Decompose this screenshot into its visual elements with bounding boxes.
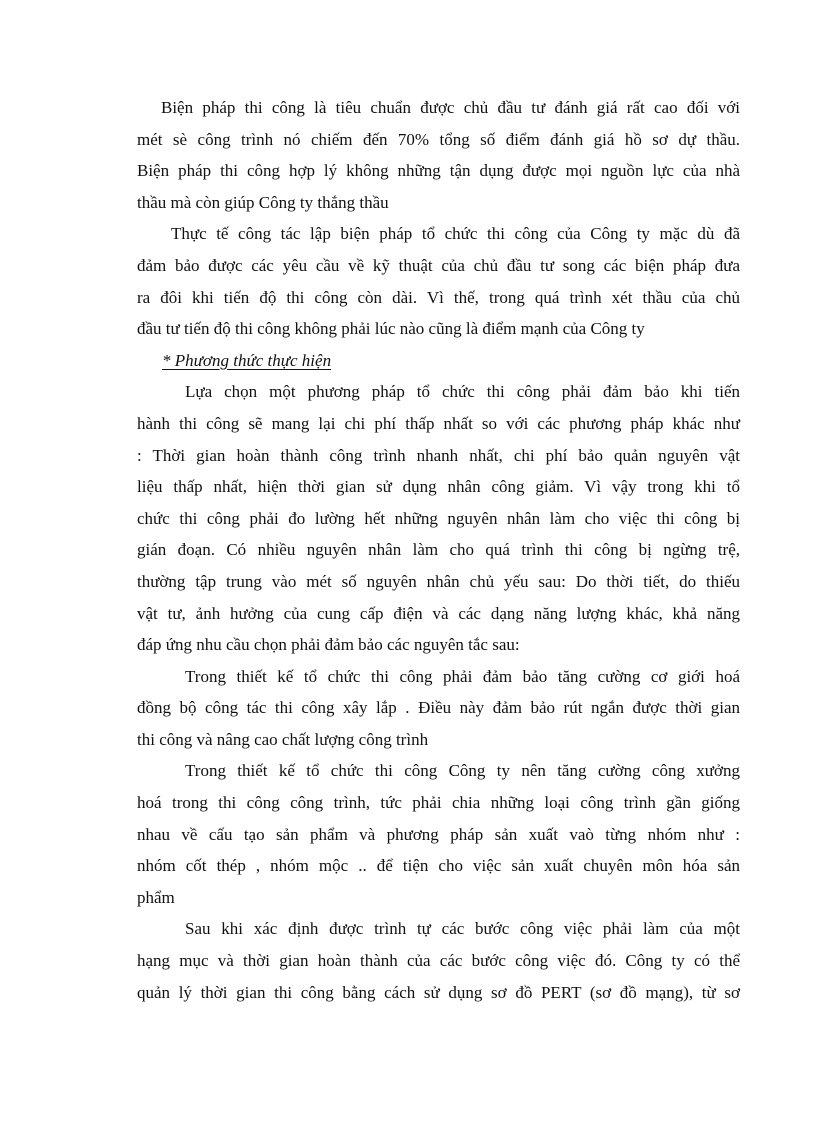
text-line: hành thi công sẽ mang lại chi phí thấp nhất so với các phương pháp khác như (137, 413, 740, 433)
text-line: Trong thiết kế tổ chức thi công Công ty nên tăng cường công xưởng (185, 761, 740, 781)
text-line: Lựa chọn một phương pháp tổ chức thi công phải đảm bảo khi tiến (185, 382, 740, 402)
text-line: : Thời gian hoàn thành công trình nhanh nhất, chi phí bảo quản nguyên vật (137, 445, 740, 465)
text-line: chức thi công phải đo lường hết những nguyên nhân làm cho việc thi công bị (137, 508, 740, 528)
text-line: đáp ứng nhu cầu chọn phải đảm bảo các nguyên tắc sau: (137, 635, 520, 655)
section-heading: * Phương thức thực hiện (162, 350, 332, 370)
text-line: Thực tế công tác lập biện pháp tổ chức thi công của Công ty mặc dù đã (171, 224, 740, 244)
text-line: nhóm cốt thép , nhóm mộc .. để tiện cho việc sản xuất chuyên môn hóa sản (137, 856, 740, 876)
text-line: Sau khi xác định được trình tự các bước công việc phải làm của một (185, 919, 740, 939)
text-line: đảm bảo được các yêu cầu về kỹ thuật của chủ đầu tư song các biện pháp đưa (137, 255, 740, 275)
text-line: Biện pháp thi công là tiêu chuẩn được chủ đầu tư đánh giá rất cao đối với (161, 98, 740, 117)
text-line: Biện pháp thi công hợp lý không những tận dụng được mọi nguồn lực của nhà (137, 161, 740, 181)
text-line: thi công và nâng cao chất lượng công trình (137, 729, 429, 749)
text-line: đầu tư tiến độ thi công không phải lúc nào cũng là điểm mạnh của Công ty (137, 319, 645, 339)
document-body (137, 92, 740, 1008)
text-line: đồng bộ công tác thi công xây lắp . Điều này đảm bảo rút ngắn được thời gian (137, 698, 740, 718)
text-line: quản lý thời gian thi công bằng cách sử dụng sơ đồ PERT (sơ đồ mạng), từ sơ (137, 982, 740, 1002)
text-line: hoá trong thi công công trình, tức phải chia những loại công trình gần giống (137, 793, 740, 813)
text-line: thường tập trung vào mét số nguyên nhân chủ yếu sau: Do thời tiết, do thiếu (137, 571, 740, 591)
text-line: Trong thiết kế tổ chức thi công phải đảm bảo tăng cường cơ giới hoá (185, 666, 740, 686)
text-line: hạng mục và thời gian hoàn thành của các bước công việc đó. Công ty có thể (137, 951, 740, 971)
text-line: liệu thấp nhất, hiện thời gian sử dụng nhân công giảm. Vì vậy trong khi tổ (137, 477, 740, 497)
text-line: nhau về cấu tạo sản phẩm và phương pháp sản xuất vaò từng nhóm như : (137, 824, 740, 844)
text-line: ra đôi khi tiến độ thi công còn dài. Vì thế, trong quá trình xét thầu của chủ (137, 287, 740, 307)
text-line: gián đoạn. Có nhiều nguyên nhân làm cho quá trình thi công bị ngừng trệ, (137, 540, 740, 560)
text-line: vật tư, ảnh hưởng của cung cấp điện và các dạng năng lượng khác, khả năng (137, 603, 740, 623)
text-line: mét sè công trình nó chiếm đến 70% tổng số điểm đánh giá hồ sơ dự thầu. (137, 129, 740, 149)
text-line: phẩm (137, 887, 175, 907)
text-line: thầu mà còn giúp Công ty thắng thầu (137, 192, 389, 212)
